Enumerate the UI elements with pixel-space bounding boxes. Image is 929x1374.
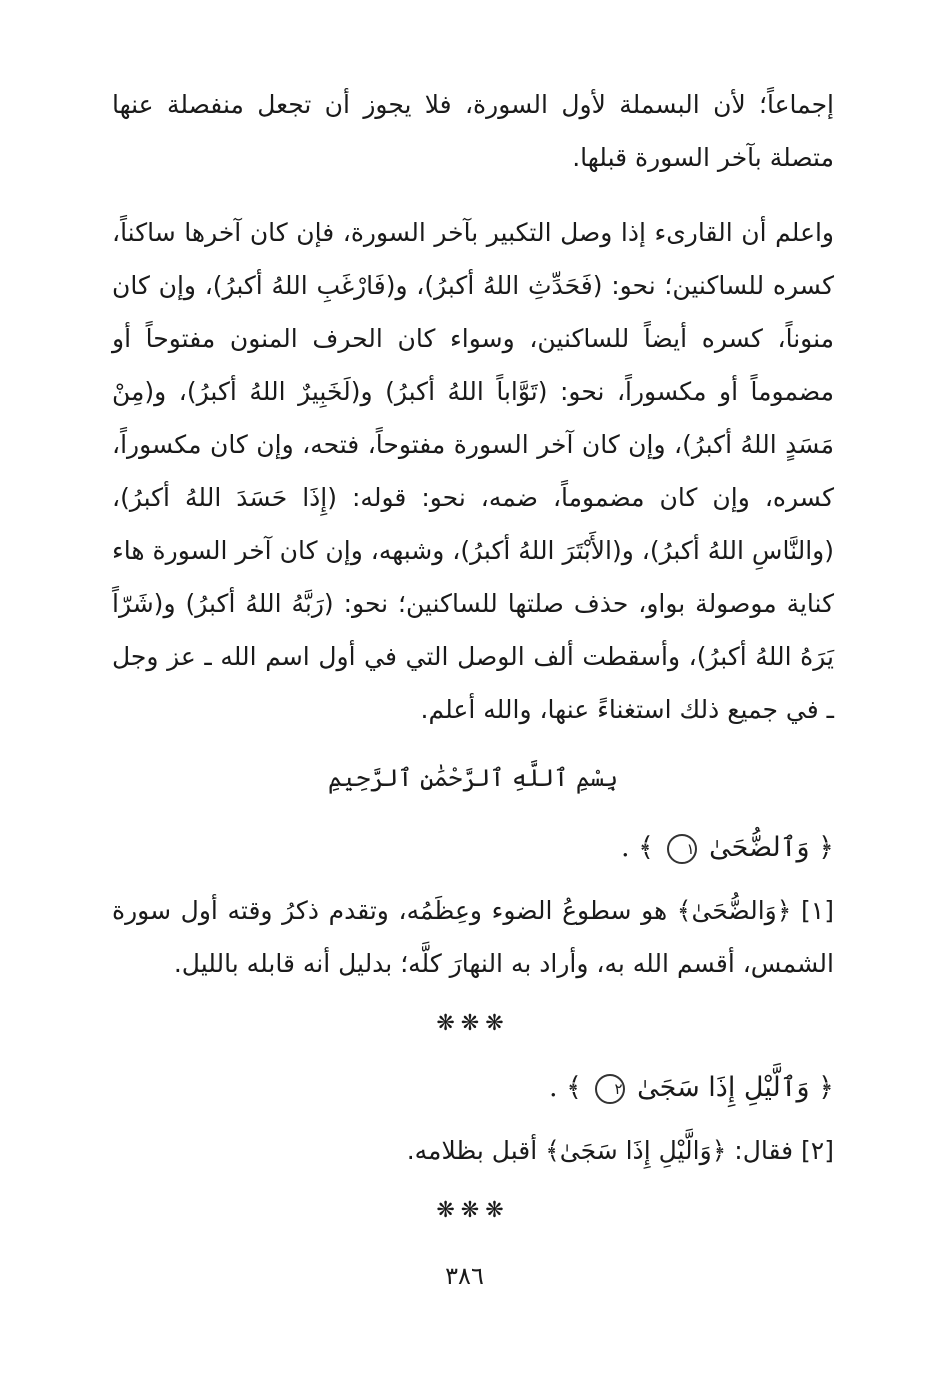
verse-2 (112, 1060, 834, 1116)
verse-2-close: ﴾ . (548, 1072, 582, 1103)
basmala-heading: بِسْمِ ٱللَّهِ ٱلرَّحْمَٰنِ ٱلرَّحِيمِ (327, 764, 619, 792)
page-number: ٣٨٦ (445, 1262, 484, 1290)
section-separator-1: ❋❋❋ (436, 1011, 510, 1036)
paragraph-commentary-2: [٢] فقال: ﴿وَالَّيْلِ إِذَا سَجَىٰ﴾ أقبل بظلامه. (406, 1136, 834, 1165)
section-separator-2: ❋❋❋ (436, 1198, 510, 1223)
verse-1 (112, 820, 834, 876)
verse-2-text: ﴿ وَٱلَّيْلِ إِذَا سَجَىٰ (637, 1072, 834, 1103)
verse-1-text: ﴿ وَٱلضُّحَىٰ (709, 832, 834, 863)
verse-1-number-icon: ١ (667, 834, 697, 864)
verse-2-number-icon: ٢ (595, 1074, 625, 1104)
paragraph-takbir-rules: واعلم أن القارىء إذا وصل التكبير بآخر السورة، فإن كان آخرها ساكناً، كسره للساكنين؛ نحو: (فَحَدِّثِ اللهُ أكبرُ)، و(فَارْغَبِ اللهُ أكبرُ)، وإن كان منوناً، كسره أيضاً للساكنين، وسواء كان الحرف المنون مفتوحاً أو مضموماً أو مكسوراً، نحو: (تَوَّاباً اللهُ أكبرُ) و(لَخَبِيرٌ اللهُ أكبرُ)، و(مِنْ مَسَدٍ اللهُ أكبرُ)، وإن كان آخر السورة مفتوحاً، فتحه، وإن كان مكسوراً، كسره، وإن كان مضموماً، ضمه، نحو: قوله: (إِذَا حَسَدَ اللهُ أكبرُ)، (والنَّاسِ اللهُ أكبرُ)، و(الأَبْتَرَ اللهُ أكبرُ)، وشبهه، وإن كان آخر السورة هاء كناية موصولة بواو، حذف صلتها للساكنين؛ نحو: (رَبَّهُ اللهُ أكبرُ) و(شَرّاً يَرَهُ اللهُ أكبرُ)، وأسقطت ألف الوصل التي في أول اسم الله ـ عز وجل ـ في جميع ذلك استغناءً عنها، والله أعلم. (112, 218, 834, 724)
paragraph-continuation: إجماعاً؛ لأن البسملة لأول السورة، فلا يجوز أن تجعل منفصلة عنها متصلة بآخر السورة قبلها. (112, 90, 834, 172)
verse-1-close: ﴾ . (620, 832, 654, 863)
paragraph-commentary-1: [١] ﴿وَالضُّحَىٰ﴾ هو سطوعُ الضوء وعِظَمُه، وتقدم ذكرُ وقته أول سورة الشمس، أقسم الله به، وأراد به النهارَ كلَّه؛ بدليل أنه قابله بالليل. (112, 896, 834, 978)
page-body (112, 78, 834, 1245)
